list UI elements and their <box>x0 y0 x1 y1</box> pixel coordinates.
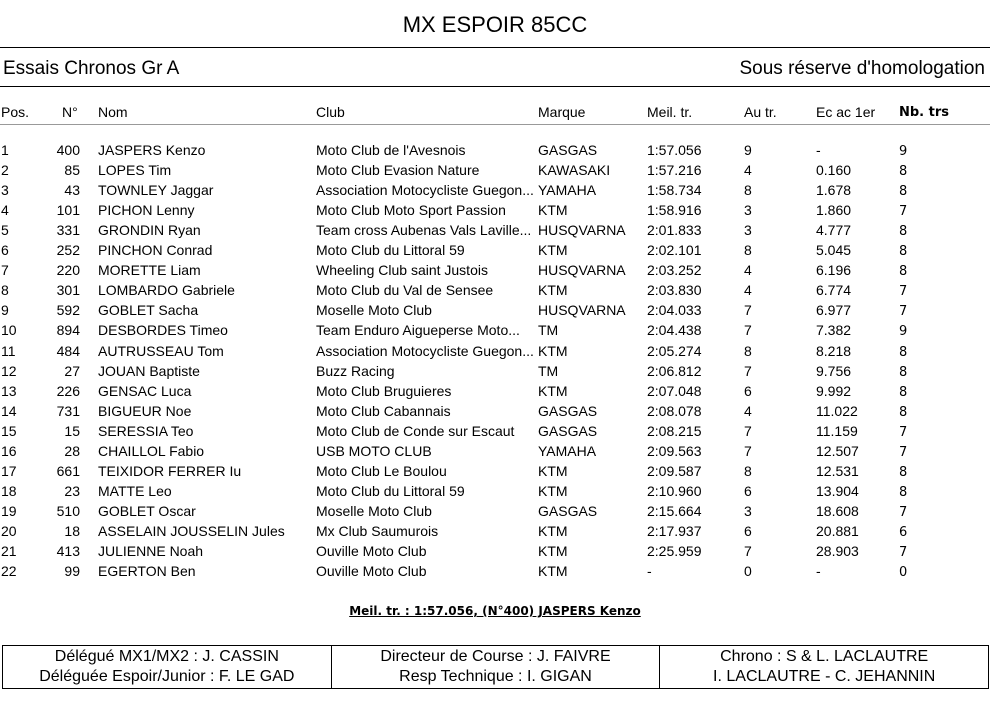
cell-nom: BIGUEUR Noe <box>98 402 192 419</box>
cell-club: Moto Club du Littoral 59 <box>316 482 465 499</box>
cell-ecart: 6.196 <box>816 262 852 279</box>
cell-marque: YAMAHA <box>538 442 597 459</box>
cell-ecart: 0.160 <box>816 162 852 179</box>
cell-num: 592 <box>56 302 80 319</box>
cell-club: Moto Club Cabannais <box>316 402 451 419</box>
cell-meil: 2:15.664 <box>647 502 702 519</box>
cell-marque: KTM <box>538 482 568 499</box>
table-row <box>0 302 990 322</box>
cell-nbtrs: 8 <box>899 184 908 200</box>
table-row <box>0 563 990 583</box>
cell-meil: 2:05.274 <box>647 342 702 359</box>
cell-marque: KTM <box>538 522 568 539</box>
cell-meil: 1:57.056 <box>647 142 702 158</box>
col-pos: Pos. <box>1 104 30 120</box>
cell-club: Mx Club Saumurois <box>316 522 439 539</box>
cell-club: Moto Club Le Boulou <box>316 462 447 479</box>
cell-nom: TEIXIDOR FERRER Iu <box>98 462 242 479</box>
cell-meil: 2:03.830 <box>647 282 702 299</box>
table-row <box>0 403 990 423</box>
cell-ecart: 6.977 <box>816 302 852 319</box>
cell-ecart: 20.881 <box>816 522 859 539</box>
cell-club: Moto Club de l'Avesnois <box>316 142 466 158</box>
cell-meil: 2:17.937 <box>647 522 702 539</box>
cell-marque: GASGAS <box>538 142 598 158</box>
cell-num: 85 <box>64 162 80 179</box>
cell-pos: 3 <box>1 182 9 199</box>
table-row <box>0 463 990 483</box>
cell-club: Moselle Moto Club <box>316 302 432 319</box>
cell-nbtrs: 7 <box>899 545 908 560</box>
cell-nom: EGERTON Ben <box>98 563 196 580</box>
cell-meil: 2:09.563 <box>647 442 702 459</box>
homologation-note: Sous réserve d'homologation <box>739 58 985 79</box>
cell-ecart: 1.678 <box>816 182 852 199</box>
cell-num: 894 <box>56 322 80 339</box>
cell-nom: GOBLET Oscar <box>98 502 196 519</box>
cell-marque: KTM <box>538 202 568 219</box>
cell-nom: CHAILLOL Fabio <box>98 442 205 459</box>
cell-marque: HUSQVARNA <box>538 262 626 279</box>
cell-meil: 2:06.812 <box>647 362 702 379</box>
cell-nbtrs: 6 <box>899 524 908 540</box>
cell-marque: KTM <box>538 462 568 479</box>
cell-num: 28 <box>64 442 80 459</box>
cell-num: 226 <box>56 382 80 399</box>
cell-nbtrs: 7 <box>899 204 908 220</box>
cell-nbtrs: 8 <box>899 224 908 240</box>
resp-technique: Resp Technique : I. GIGAN <box>399 668 592 685</box>
cell-marque: GASGAS <box>538 422 598 439</box>
cell-meil: 2:04.033 <box>647 302 702 319</box>
cell-nbtrs: 8 <box>899 344 908 360</box>
table-row <box>0 363 990 383</box>
cell-pos: 6 <box>1 242 9 259</box>
table-row <box>0 202 990 222</box>
delegue-espoir: Déléguée Espoir/Junior : F. LE GAD <box>39 668 295 685</box>
cell-pos: 1 <box>1 142 9 158</box>
cell-autr: 9 <box>744 142 752 158</box>
cell-marque: KTM <box>538 563 568 580</box>
cell-ecart: 11.159 <box>816 422 858 439</box>
directeur-course: Directeur de Course : J. FAIVRE <box>380 648 611 665</box>
cell-nbtrs: 8 <box>899 264 908 280</box>
cell-nom: LOMBARDO Gabriele <box>98 282 235 299</box>
cell-pos: 4 <box>1 202 9 219</box>
col-nom: Nom <box>98 104 128 120</box>
cell-nbtrs: 8 <box>899 384 908 400</box>
cell-autr: 4 <box>744 262 752 279</box>
cell-pos: 16 <box>1 442 17 459</box>
cell-ecart: 9.992 <box>816 382 852 399</box>
cell-club: Moto Club du Littoral 59 <box>316 242 465 259</box>
cell-autr: 3 <box>744 202 752 219</box>
cell-num: 43 <box>64 182 80 199</box>
cell-num: 510 <box>56 502 80 519</box>
cell-nbtrs: 9 <box>899 324 908 340</box>
cell-meil: 2:09.587 <box>647 462 702 479</box>
cell-club: Moselle Moto Club <box>316 502 432 519</box>
cell-nbtrs: 7 <box>899 284 908 300</box>
cell-nom: JASPERS Kenzo <box>98 142 206 158</box>
cell-meil: 1:57.216 <box>647 162 702 179</box>
cell-meil: 2:08.078 <box>647 402 702 419</box>
cell-ecart: 11.022 <box>816 402 858 419</box>
cell-autr: 7 <box>744 362 752 379</box>
cell-marque: TM <box>538 322 559 339</box>
cell-meil: 2:03.252 <box>647 262 702 279</box>
footer-direction <box>332 646 661 688</box>
table-row <box>0 222 990 242</box>
cell-autr: 7 <box>744 442 752 459</box>
cell-ecart: 12.531 <box>816 462 859 479</box>
cell-nbtrs: 0 <box>899 565 908 581</box>
table-row <box>0 282 990 302</box>
cell-autr: 0 <box>744 563 752 580</box>
cell-club: Wheeling Club saint Justois <box>316 262 488 279</box>
cell-pos: 5 <box>1 222 9 239</box>
cell-club: Team Enduro Aigueperse Moto... <box>316 322 520 339</box>
cell-meil: 2:02.101 <box>647 242 702 259</box>
table-row <box>0 523 990 543</box>
cell-nbtrs: 7 <box>899 304 908 320</box>
table-header-divider <box>0 124 990 125</box>
cell-club: Team cross Aubenas Vals Laville... <box>316 222 532 239</box>
cell-ecart: 9.756 <box>816 362 852 379</box>
cell-nom: JOUAN Baptiste <box>98 362 200 379</box>
cell-num: 484 <box>56 342 80 359</box>
chrono-line-1: Chrono : S & L. LACLAUTRE <box>720 648 929 665</box>
cell-club: Ouville Moto Club <box>316 543 427 559</box>
cell-pos: 2 <box>1 162 9 179</box>
cell-num: 18 <box>64 522 80 539</box>
cell-nom: SERESSIA Teo <box>98 422 194 439</box>
cell-num: 400 <box>56 142 80 158</box>
cell-nbtrs: 8 <box>899 464 908 480</box>
cell-nbtrs: 7 <box>899 424 908 440</box>
cell-pos: 17 <box>1 462 17 479</box>
cell-club: Moto Club Moto Sport Passion <box>316 202 506 219</box>
cell-ecart: 18.608 <box>816 502 859 519</box>
cell-meil: - <box>647 563 652 580</box>
cell-ecart: 7.382 <box>816 322 852 339</box>
table-row <box>0 543 990 563</box>
cell-autr: 8 <box>744 182 752 199</box>
cell-ecart: 5.045 <box>816 242 852 259</box>
cell-meil: 2:25.959 <box>647 543 702 559</box>
cell-autr: 8 <box>744 342 752 359</box>
table-row <box>0 423 990 443</box>
cell-ecart: 1.860 <box>816 202 852 219</box>
table-row <box>0 443 990 463</box>
cell-ecart: 12.507 <box>816 442 859 459</box>
cell-num: 731 <box>56 402 80 419</box>
cell-autr: 4 <box>744 162 752 179</box>
cell-nom: TOWNLEY Jaggar <box>98 182 214 199</box>
cell-club: Moto Club de Conde sur Escaut <box>316 422 515 439</box>
table-row <box>0 483 990 503</box>
col-ecart: Ec ac 1er <box>816 104 876 120</box>
cell-ecart: 28.903 <box>816 543 859 559</box>
cell-club: USB MOTO CLUB <box>316 442 432 459</box>
cell-nbtrs: 7 <box>899 504 908 520</box>
cell-ecart: 6.774 <box>816 282 852 299</box>
cell-nom: PICHON Lenny <box>98 202 195 219</box>
table-row <box>0 503 990 523</box>
chrono-line-2: I. LACLAUTRE - C. JEHANNIN <box>713 668 936 685</box>
cell-nom: JULIENNE Noah <box>98 543 204 559</box>
cell-pos: 10 <box>1 322 17 339</box>
page-title: MX ESPOIR 85CC <box>402 12 588 37</box>
cell-autr: 6 <box>744 382 752 399</box>
cell-nom: GENSAC Luca <box>98 382 192 399</box>
col-num: N° <box>62 104 78 120</box>
col-marque: Marque <box>538 104 586 120</box>
cell-autr: 6 <box>744 482 752 499</box>
footer-chrono <box>660 646 988 688</box>
cell-club: Ouville Moto Club <box>316 563 427 580</box>
cell-nom: ASSELAIN JOUSSELIN Jules <box>98 522 285 539</box>
cell-pos: 7 <box>1 262 9 279</box>
cell-autr: 7 <box>744 422 752 439</box>
cell-club: Moto Club du Val de Sensee <box>316 282 494 299</box>
cell-marque: KTM <box>538 382 568 399</box>
table-row <box>0 343 990 363</box>
cell-nbtrs: 8 <box>899 244 908 260</box>
cell-num: 23 <box>64 482 80 499</box>
cell-meil: 2:04.438 <box>647 322 702 339</box>
cell-nom: MORETTE Liam <box>98 262 201 279</box>
cell-meil: 1:58.734 <box>647 182 702 199</box>
cell-pos: 21 <box>1 543 17 559</box>
cell-club: Association Motocycliste Guegon... <box>316 342 534 359</box>
cell-autr: 7 <box>744 322 752 339</box>
cell-meil: 2:10.960 <box>647 482 702 499</box>
cell-marque: KTM <box>538 282 568 299</box>
top-divider <box>0 47 990 48</box>
cell-autr: 7 <box>744 302 752 319</box>
table-row <box>0 242 990 262</box>
cell-autr: 4 <box>744 402 752 419</box>
cell-marque: KAWASAKI <box>538 162 611 179</box>
table-row <box>0 322 990 342</box>
cell-autr: 4 <box>744 282 752 299</box>
cell-autr: 3 <box>744 222 752 239</box>
cell-nbtrs: 9 <box>899 144 908 159</box>
cell-ecart: - <box>816 563 821 580</box>
footer-delegates <box>3 646 332 688</box>
cell-marque: KTM <box>538 342 568 359</box>
cell-club: Association Motocycliste Guegon... <box>316 182 534 199</box>
cell-pos: 8 <box>1 282 9 299</box>
cell-pos: 14 <box>1 402 17 419</box>
cell-num: 413 <box>56 543 80 559</box>
cell-pos: 9 <box>1 302 9 319</box>
cell-marque: KTM <box>538 242 568 259</box>
col-nbtrs: Nb. trs <box>899 105 950 120</box>
table-row <box>0 142 990 162</box>
cell-nom: PINCHON Conrad <box>98 242 213 259</box>
header-divider <box>0 86 990 87</box>
cell-nom: GRONDIN Ryan <box>98 222 201 239</box>
cell-nom: MATTE Leo <box>98 482 172 499</box>
col-meil: Meil. tr. <box>647 104 693 120</box>
cell-marque: HUSQVARNA <box>538 302 626 319</box>
cell-marque: KTM <box>538 543 568 559</box>
cell-club: Buzz Racing <box>316 362 395 379</box>
cell-nbtrs: 8 <box>899 164 908 180</box>
col-autr: Au tr. <box>744 104 777 120</box>
cell-nom: DESBORDES Timeo <box>98 322 228 339</box>
cell-marque: GASGAS <box>538 502 598 519</box>
cell-num: 661 <box>56 462 80 479</box>
officials-footer <box>2 645 989 689</box>
cell-club: Moto Club Bruguieres <box>316 382 452 399</box>
cell-num: 101 <box>56 202 80 219</box>
table-row <box>0 162 990 182</box>
cell-autr: 8 <box>744 462 752 479</box>
table-row <box>0 383 990 403</box>
cell-ecart: 4.777 <box>816 222 852 239</box>
cell-nbtrs: 8 <box>899 364 908 380</box>
cell-autr: 6 <box>744 522 752 539</box>
session-title: Essais Chronos Gr A <box>3 58 180 79</box>
col-club: Club <box>316 104 345 120</box>
cell-club: Moto Club Evasion Nature <box>316 162 480 179</box>
cell-autr: 8 <box>744 242 752 259</box>
cell-ecart: 13.904 <box>816 482 859 499</box>
cell-marque: HUSQVARNA <box>538 222 626 239</box>
cell-pos: 13 <box>1 382 17 399</box>
cell-num: 220 <box>56 262 80 279</box>
cell-meil: 2:01.833 <box>647 222 702 239</box>
cell-pos: 15 <box>1 422 17 439</box>
cell-meil: 2:08.215 <box>647 422 702 439</box>
cell-num: 99 <box>64 563 80 580</box>
cell-nbtrs: 7 <box>899 444 908 460</box>
best-lap-summary: Meil. tr. : 1:57.056, (N°400) JASPERS Kenzo <box>349 604 641 618</box>
delegue-mx: Délégué MX1/MX2 : J. CASSIN <box>54 648 279 665</box>
cell-meil: 1:58.916 <box>647 202 702 219</box>
cell-num: 15 <box>64 422 80 439</box>
cell-pos: 12 <box>1 362 17 379</box>
cell-nbtrs: 8 <box>899 404 908 420</box>
cell-ecart: 8.218 <box>816 342 852 359</box>
table-row <box>0 262 990 282</box>
cell-marque: YAMAHA <box>538 182 597 199</box>
cell-autr: 7 <box>744 543 752 559</box>
cell-pos: 11 <box>1 342 16 359</box>
cell-pos: 20 <box>1 522 17 539</box>
cell-num: 331 <box>56 222 80 239</box>
cell-marque: GASGAS <box>538 402 598 419</box>
cell-num: 27 <box>64 362 80 379</box>
cell-nom: LOPES Tim <box>98 162 172 179</box>
cell-ecart: - <box>816 142 821 158</box>
cell-pos: 22 <box>1 563 17 580</box>
cell-autr: 3 <box>744 502 752 519</box>
cell-meil: 2:07.048 <box>647 382 702 399</box>
table-row <box>0 182 990 202</box>
cell-num: 252 <box>56 242 80 259</box>
cell-nom: GOBLET Sacha <box>98 302 199 319</box>
cell-nbtrs: 8 <box>899 484 908 500</box>
cell-num: 301 <box>56 282 80 299</box>
cell-pos: 18 <box>1 482 17 499</box>
cell-pos: 19 <box>1 502 17 519</box>
cell-nom: AUTRUSSEAU Tom <box>98 342 224 359</box>
cell-marque: TM <box>538 362 559 379</box>
